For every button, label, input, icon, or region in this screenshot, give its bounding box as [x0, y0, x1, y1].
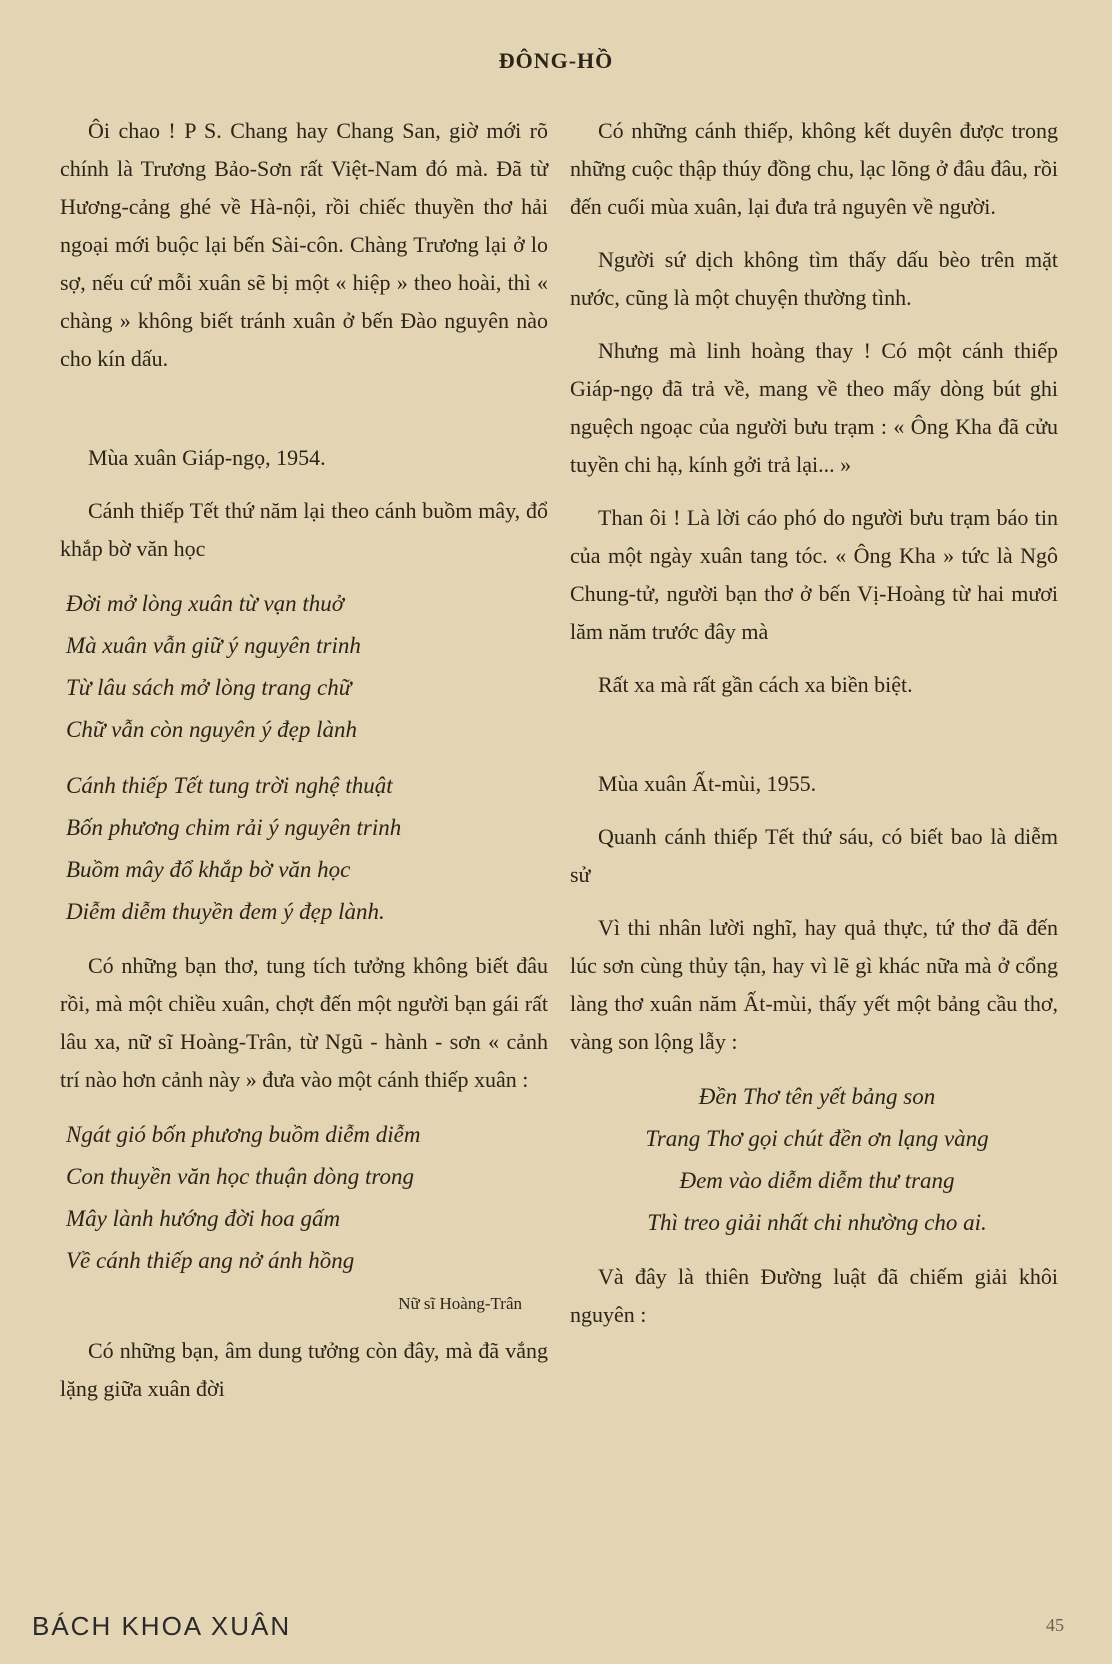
- poem-line: Buồm mây đổ khắp bờ văn học: [66, 857, 351, 882]
- paragraph: Có những bạn, âm dung tưởng còn đây, mà đã vắng lặng giữa xuân đời: [60, 1338, 548, 1401]
- poem-line: Đời mở lòng xuân từ vạn thuở: [66, 591, 345, 616]
- poem-line: Về cánh thiếp ang nở ánh hồng: [66, 1248, 355, 1273]
- paragraph: Nhưng mà linh hoàng thay ! Có một cánh thiếp Giáp-ngọ đã trả về, mang về theo mấy dòng bút ghi nguệch ngoạc của người bưu trạm : « Ông Kha đã cửu tuyền chi hạ, kính gởi trả lại... »: [570, 338, 1058, 477]
- poem-line: Con thuyền văn học thuận dòng trong: [66, 1164, 414, 1189]
- paragraph: Ôi chao ! P S. Chang hay Chang San, giờ mới rõ chính là Trương Bảo-Sơn rất Việt-Nam đó mà. Đã từ Hương-cảng ghé về Hà-nội, rồi chiếc thuyền thơ hải ngoại mới buộc lại bến Sài-côn. Chàng Trương lại ở lo sợ, nếu cứ mỗi xuân sẽ bị một « hiệp » theo hoài, thì « chàng » không biết tránh xuân ở bến Đào nguyên nào cho kín dấu.: [60, 118, 548, 371]
- poem-stanza: [570, 1076, 1058, 1244]
- poem-line: Diễm diễm thuyền đem ý đẹp lành.: [66, 899, 385, 924]
- poem-stanza: [60, 583, 548, 751]
- poem-line: Chữ vẫn còn nguyên ý đẹp lành: [66, 717, 358, 742]
- poem-line: Mà xuân vẫn giữ ý nguyên trinh: [66, 633, 361, 658]
- paragraph: Rất xa mà rất gần cách xa biền biệt.: [598, 672, 913, 697]
- section-heading: Mùa xuân Giáp-ngọ, 1954.: [88, 445, 326, 470]
- paragraph: Có những bạn thơ, tung tích tưởng không biết đâu rồi, mà một chiều xuân, chợt đến một người bạn gái rất lâu xa, nữ sĩ Hoàng-Trân, từ Ngũ - hành - sơn « cảnh trí nào hơn cảnh này » đưa vào một cánh thiếp xuân :: [60, 953, 548, 1092]
- poem-line: Bốn phương chim rải ý nguyên trinh: [66, 815, 402, 840]
- poem-line: Ngát gió bốn phương buồm diễm diễm: [66, 1122, 421, 1147]
- right-column: [570, 112, 1058, 1349]
- paragraph: Vì thi nhân lười nghĩ, hay quả thực, tứ thơ đã đến lúc sơn cùng thủy tận, hay vì lẽ gì khác nữa mà ở cổng làng thơ xuân năm Ất-mùi, thấy yết một bảng cầu thơ, vàng son lộng lẫy :: [570, 915, 1058, 1054]
- section-heading: Mùa xuân Ất-mùi, 1955.: [598, 771, 817, 796]
- running-header: ĐÔNG-HỒ: [498, 48, 614, 73]
- left-column: [60, 112, 548, 1423]
- paragraph: Có những cánh thiếp, không kết duyên được trong những cuộc thập thúy đồng chu, lạc lõng ở đâu đâu, rồi đến cuối mùa xuân, lại đưa trả nguyên về người.: [570, 118, 1058, 219]
- poem-line: Trang Thơ gọi chút đền ơn lạng vàng: [645, 1126, 989, 1151]
- paragraph: Cánh thiếp Tết thứ năm lại theo cánh buồm mây, đổ khắp bờ văn học: [60, 498, 548, 561]
- poem-signature: Nữ sĩ Hoàng-Trân: [398, 1294, 522, 1313]
- paragraph: Và đây là thiên Đường luật đã chiếm giải khôi nguyên :: [570, 1264, 1058, 1327]
- poem-line: Từ lâu sách mở lòng trang chữ: [66, 675, 352, 700]
- poem-line: Đem vào diễm diễm thư trang: [679, 1168, 955, 1193]
- paragraph: Than ôi ! Là lời cáo phó do người bưu trạm báo tin của một ngày xuân tang tóc. « Ông Kha » tức là Ngô Chung-tử, người bạn thơ ở bến Vị-Hoàng từ hai mươi lăm năm trước đây mà: [570, 505, 1058, 644]
- paragraph: Người sứ dịch không tìm thấy dấu bèo trên mặt nước, cũng là một chuyện thường tình.: [570, 247, 1058, 310]
- poem-line: Cánh thiếp Tết tung trời nghệ thuật: [66, 773, 393, 798]
- poem-stanza: [60, 765, 548, 933]
- magazine-name: BÁCH KHOA XUÂN: [32, 1611, 292, 1641]
- page-number: 45: [1046, 1615, 1064, 1635]
- paragraph: Quanh cánh thiếp Tết thứ sáu, có biết bao là diễm sử: [570, 824, 1058, 887]
- poem-line: Thì treo giải nhất chi nhường cho ai.: [647, 1210, 987, 1235]
- poem-stanza: [60, 1114, 548, 1282]
- poem-line: Mây lành hướng đời hoa gấm: [66, 1206, 341, 1231]
- poem-line: Đền Thơ tên yết bảng son: [698, 1084, 936, 1109]
